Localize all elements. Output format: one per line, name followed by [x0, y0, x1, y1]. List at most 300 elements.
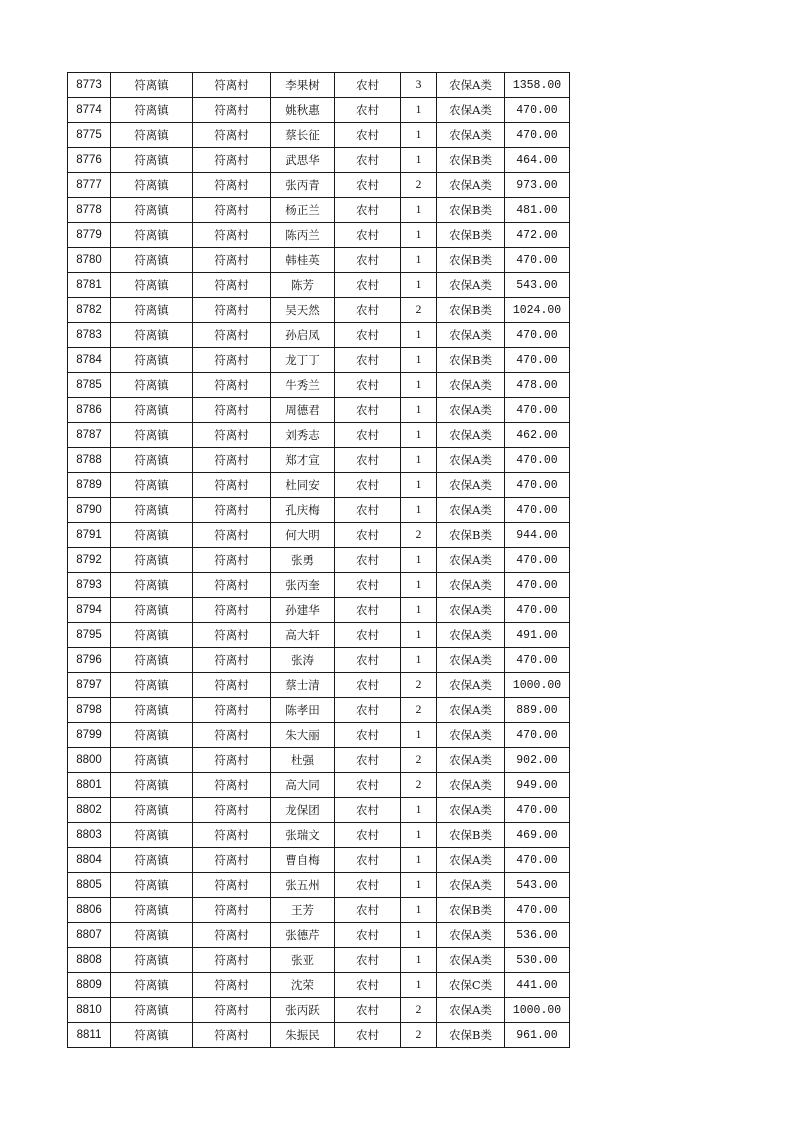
- name-cell: 孔庆梅: [271, 498, 335, 523]
- household-count-cell: 1: [401, 923, 437, 948]
- row-number: 8807: [68, 923, 111, 948]
- row-number: 8788: [68, 448, 111, 473]
- insurance-type-cell: 农保A类: [437, 323, 505, 348]
- insurance-type-cell: 农保A类: [437, 673, 505, 698]
- amount-cell: 1000.00: [505, 673, 570, 698]
- insurance-type-cell: 农保A类: [437, 548, 505, 573]
- village-cell: 符离村: [193, 498, 271, 523]
- table-row: [68, 798, 570, 823]
- amount-cell: 481.00: [505, 198, 570, 223]
- household-count-cell: 2: [401, 748, 437, 773]
- insurance-type-cell: 农保A类: [437, 923, 505, 948]
- household-count-cell: 1: [401, 873, 437, 898]
- town-cell: 符离镇: [111, 598, 193, 623]
- amount-cell: 961.00: [505, 1023, 570, 1048]
- village-cell: 符离村: [193, 223, 271, 248]
- insurance-type-cell: 农保A类: [437, 998, 505, 1023]
- row-number: 8786: [68, 398, 111, 423]
- row-number: 8782: [68, 298, 111, 323]
- amount-cell: 944.00: [505, 523, 570, 548]
- town-cell: 符离镇: [111, 323, 193, 348]
- table-row: [68, 98, 570, 123]
- row-number: 8784: [68, 348, 111, 373]
- table-row: [68, 223, 570, 248]
- name-cell: 王芳: [271, 898, 335, 923]
- name-cell: 武思华: [271, 148, 335, 173]
- name-cell: 蔡士清: [271, 673, 335, 698]
- amount-cell: 543.00: [505, 273, 570, 298]
- name-cell: 张五州: [271, 873, 335, 898]
- table-row: [68, 748, 570, 773]
- town-cell: 符离镇: [111, 648, 193, 673]
- amount-cell: 470.00: [505, 323, 570, 348]
- name-cell: 何大明: [271, 523, 335, 548]
- row-number: 8800: [68, 748, 111, 773]
- household-count-cell: 1: [401, 273, 437, 298]
- name-cell: 曹自梅: [271, 848, 335, 873]
- household-count-cell: 1: [401, 648, 437, 673]
- name-cell: 刘秀志: [271, 423, 335, 448]
- table-row: [68, 623, 570, 648]
- household-count-cell: 2: [401, 1023, 437, 1048]
- name-cell: 周德君: [271, 398, 335, 423]
- household-count-cell: 3: [401, 73, 437, 98]
- village-cell: 符离村: [193, 373, 271, 398]
- area-cell: 农村: [335, 448, 401, 473]
- insurance-type-cell: 农保A类: [437, 423, 505, 448]
- table-row: [68, 573, 570, 598]
- table-row: [68, 123, 570, 148]
- village-cell: 符离村: [193, 723, 271, 748]
- table-row: [68, 423, 570, 448]
- village-cell: 符离村: [193, 598, 271, 623]
- household-count-cell: 1: [401, 898, 437, 923]
- amount-cell: 470.00: [505, 548, 570, 573]
- village-cell: 符离村: [193, 248, 271, 273]
- row-number: 8779: [68, 223, 111, 248]
- village-cell: 符离村: [193, 323, 271, 348]
- town-cell: 符离镇: [111, 623, 193, 648]
- table-row: [68, 248, 570, 273]
- name-cell: 龙丁丁: [271, 348, 335, 373]
- amount-cell: 470.00: [505, 723, 570, 748]
- town-cell: 符离镇: [111, 1023, 193, 1048]
- records-table: [67, 72, 570, 1048]
- table-row: [68, 698, 570, 723]
- household-count-cell: 1: [401, 723, 437, 748]
- insurance-type-cell: 农保A类: [437, 373, 505, 398]
- insurance-type-cell: 农保B类: [437, 823, 505, 848]
- name-cell: 张瑞文: [271, 823, 335, 848]
- area-cell: 农村: [335, 773, 401, 798]
- town-cell: 符离镇: [111, 198, 193, 223]
- town-cell: 符离镇: [111, 173, 193, 198]
- household-count-cell: 1: [401, 373, 437, 398]
- town-cell: 符离镇: [111, 923, 193, 948]
- household-count-cell: 2: [401, 998, 437, 1023]
- village-cell: 符离村: [193, 273, 271, 298]
- insurance-type-cell: 农保B类: [437, 148, 505, 173]
- name-cell: 张丙跃: [271, 998, 335, 1023]
- insurance-type-cell: 农保A类: [437, 573, 505, 598]
- area-cell: 农村: [335, 73, 401, 98]
- area-cell: 农村: [335, 923, 401, 948]
- village-cell: 符离村: [193, 423, 271, 448]
- row-number: 8795: [68, 623, 111, 648]
- amount-cell: 470.00: [505, 248, 570, 273]
- town-cell: 符离镇: [111, 873, 193, 898]
- table-row: [68, 173, 570, 198]
- town-cell: 符离镇: [111, 723, 193, 748]
- area-cell: 农村: [335, 973, 401, 998]
- name-cell: 龙保团: [271, 798, 335, 823]
- name-cell: 杜强: [271, 748, 335, 773]
- row-number: 8785: [68, 373, 111, 398]
- town-cell: 符离镇: [111, 573, 193, 598]
- insurance-type-cell: 农保B类: [437, 223, 505, 248]
- town-cell: 符离镇: [111, 898, 193, 923]
- name-cell: 孙启凤: [271, 323, 335, 348]
- insurance-type-cell: 农保A类: [437, 873, 505, 898]
- household-count-cell: 1: [401, 198, 437, 223]
- amount-cell: 902.00: [505, 748, 570, 773]
- amount-cell: 536.00: [505, 923, 570, 948]
- insurance-type-cell: 农保B类: [437, 898, 505, 923]
- table-row: [68, 473, 570, 498]
- row-number: 8773: [68, 73, 111, 98]
- village-cell: 符离村: [193, 673, 271, 698]
- insurance-type-cell: 农保A类: [437, 723, 505, 748]
- household-count-cell: 1: [401, 398, 437, 423]
- insurance-type-cell: 农保A类: [437, 773, 505, 798]
- household-count-cell: 2: [401, 673, 437, 698]
- insurance-type-cell: 农保A类: [437, 698, 505, 723]
- row-number: 8794: [68, 598, 111, 623]
- amount-cell: 1358.00: [505, 73, 570, 98]
- amount-cell: 470.00: [505, 448, 570, 473]
- name-cell: 张亚: [271, 948, 335, 973]
- household-count-cell: 1: [401, 98, 437, 123]
- table-row: [68, 923, 570, 948]
- row-number: 8777: [68, 173, 111, 198]
- name-cell: 李果树: [271, 73, 335, 98]
- insurance-type-cell: 农保A类: [437, 73, 505, 98]
- name-cell: 牛秀兰: [271, 373, 335, 398]
- row-number: 8806: [68, 898, 111, 923]
- row-number: 8787: [68, 423, 111, 448]
- household-count-cell: 1: [401, 598, 437, 623]
- name-cell: 高大同: [271, 773, 335, 798]
- town-cell: 符离镇: [111, 798, 193, 823]
- area-cell: 农村: [335, 248, 401, 273]
- amount-cell: 470.00: [505, 648, 570, 673]
- area-cell: 农村: [335, 348, 401, 373]
- amount-cell: 470.00: [505, 598, 570, 623]
- table-row: [68, 598, 570, 623]
- village-cell: 符离村: [193, 123, 271, 148]
- town-cell: 符离镇: [111, 348, 193, 373]
- row-number: 8775: [68, 123, 111, 148]
- town-cell: 符离镇: [111, 223, 193, 248]
- household-count-cell: 1: [401, 148, 437, 173]
- amount-cell: 470.00: [505, 573, 570, 598]
- village-cell: 符离村: [193, 773, 271, 798]
- insurance-type-cell: 农保A类: [437, 273, 505, 298]
- amount-cell: 462.00: [505, 423, 570, 448]
- town-cell: 符离镇: [111, 73, 193, 98]
- village-cell: 符离村: [193, 748, 271, 773]
- insurance-type-cell: 农保A类: [437, 798, 505, 823]
- amount-cell: 470.00: [505, 123, 570, 148]
- table-row: [68, 148, 570, 173]
- insurance-type-cell: 农保A类: [437, 748, 505, 773]
- area-cell: 农村: [335, 1023, 401, 1048]
- name-cell: 朱振民: [271, 1023, 335, 1048]
- village-cell: 符离村: [193, 98, 271, 123]
- town-cell: 符离镇: [111, 473, 193, 498]
- area-cell: 农村: [335, 398, 401, 423]
- area-cell: 农村: [335, 123, 401, 148]
- name-cell: 韩桂英: [271, 248, 335, 273]
- row-number: 8803: [68, 823, 111, 848]
- area-cell: 农村: [335, 473, 401, 498]
- village-cell: 符离村: [193, 923, 271, 948]
- village-cell: 符离村: [193, 198, 271, 223]
- area-cell: 农村: [335, 423, 401, 448]
- insurance-type-cell: 农保A类: [437, 623, 505, 648]
- area-cell: 农村: [335, 148, 401, 173]
- name-cell: 杜同安: [271, 473, 335, 498]
- row-number: 8790: [68, 498, 111, 523]
- area-cell: 农村: [335, 573, 401, 598]
- area-cell: 农村: [335, 873, 401, 898]
- area-cell: 农村: [335, 823, 401, 848]
- table-row: [68, 948, 570, 973]
- table-row: [68, 848, 570, 873]
- row-number: 8796: [68, 648, 111, 673]
- village-cell: 符离村: [193, 348, 271, 373]
- name-cell: 张德芹: [271, 923, 335, 948]
- area-cell: 农村: [335, 673, 401, 698]
- row-number: 8802: [68, 798, 111, 823]
- area-cell: 农村: [335, 498, 401, 523]
- amount-cell: 470.00: [505, 798, 570, 823]
- village-cell: 符离村: [193, 823, 271, 848]
- name-cell: 孙建华: [271, 598, 335, 623]
- row-number: 8804: [68, 848, 111, 873]
- row-number: 8799: [68, 723, 111, 748]
- table-row: [68, 323, 570, 348]
- area-cell: 农村: [335, 173, 401, 198]
- area-cell: 农村: [335, 98, 401, 123]
- insurance-type-cell: 农保B类: [437, 1023, 505, 1048]
- amount-cell: 1000.00: [505, 998, 570, 1023]
- area-cell: 农村: [335, 948, 401, 973]
- amount-cell: 472.00: [505, 223, 570, 248]
- village-cell: 符离村: [193, 623, 271, 648]
- amount-cell: 470.00: [505, 898, 570, 923]
- area-cell: 农村: [335, 648, 401, 673]
- table-row: [68, 498, 570, 523]
- household-count-cell: 1: [401, 623, 437, 648]
- village-cell: 符离村: [193, 548, 271, 573]
- household-count-cell: 1: [401, 323, 437, 348]
- village-cell: 符离村: [193, 698, 271, 723]
- village-cell: 符离村: [193, 998, 271, 1023]
- household-count-cell: 1: [401, 248, 437, 273]
- table-row: [68, 773, 570, 798]
- village-cell: 符离村: [193, 973, 271, 998]
- town-cell: 符离镇: [111, 998, 193, 1023]
- town-cell: 符离镇: [111, 848, 193, 873]
- insurance-type-cell: 农保A类: [437, 98, 505, 123]
- insurance-type-cell: 农保B类: [437, 198, 505, 223]
- area-cell: 农村: [335, 798, 401, 823]
- amount-cell: 470.00: [505, 348, 570, 373]
- town-cell: 符离镇: [111, 698, 193, 723]
- records-body: [68, 73, 570, 1048]
- table-row: [68, 298, 570, 323]
- row-number: 8780: [68, 248, 111, 273]
- household-count-cell: 1: [401, 423, 437, 448]
- household-count-cell: 1: [401, 348, 437, 373]
- town-cell: 符离镇: [111, 373, 193, 398]
- amount-cell: 973.00: [505, 173, 570, 198]
- row-number: 8793: [68, 573, 111, 598]
- town-cell: 符离镇: [111, 973, 193, 998]
- amount-cell: 543.00: [505, 873, 570, 898]
- amount-cell: 949.00: [505, 773, 570, 798]
- household-count-cell: 2: [401, 773, 437, 798]
- name-cell: 张丙奎: [271, 573, 335, 598]
- village-cell: 符离村: [193, 573, 271, 598]
- amount-cell: 889.00: [505, 698, 570, 723]
- town-cell: 符离镇: [111, 148, 193, 173]
- household-count-cell: 1: [401, 548, 437, 573]
- insurance-type-cell: 农保A类: [437, 473, 505, 498]
- amount-cell: 478.00: [505, 373, 570, 398]
- table-row: [68, 448, 570, 473]
- table-row: [68, 648, 570, 673]
- amount-cell: 470.00: [505, 398, 570, 423]
- name-cell: 郑才宣: [271, 448, 335, 473]
- table-row: [68, 548, 570, 573]
- village-cell: 符离村: [193, 473, 271, 498]
- household-count-cell: 1: [401, 448, 437, 473]
- table-row: [68, 723, 570, 748]
- village-cell: 符离村: [193, 523, 271, 548]
- town-cell: 符离镇: [111, 448, 193, 473]
- row-number: 8808: [68, 948, 111, 973]
- insurance-type-cell: 农保A类: [437, 848, 505, 873]
- row-number: 8805: [68, 873, 111, 898]
- insurance-type-cell: 农保A类: [437, 598, 505, 623]
- household-count-cell: 2: [401, 173, 437, 198]
- area-cell: 农村: [335, 898, 401, 923]
- household-count-cell: 1: [401, 973, 437, 998]
- table-row: [68, 973, 570, 998]
- insurance-type-cell: 农保A类: [437, 448, 505, 473]
- household-count-cell: 2: [401, 698, 437, 723]
- insurance-type-cell: 农保A类: [437, 173, 505, 198]
- amount-cell: 470.00: [505, 498, 570, 523]
- town-cell: 符离镇: [111, 748, 193, 773]
- row-number: 8809: [68, 973, 111, 998]
- insurance-type-cell: 农保A类: [437, 498, 505, 523]
- row-number: 8791: [68, 523, 111, 548]
- household-count-cell: 2: [401, 523, 437, 548]
- name-cell: 沈荣: [271, 973, 335, 998]
- area-cell: 农村: [335, 623, 401, 648]
- insurance-type-cell: 农保B类: [437, 348, 505, 373]
- row-number: 8811: [68, 1023, 111, 1048]
- amount-cell: 470.00: [505, 98, 570, 123]
- area-cell: 农村: [335, 998, 401, 1023]
- town-cell: 符离镇: [111, 298, 193, 323]
- amount-cell: 530.00: [505, 948, 570, 973]
- village-cell: 符离村: [193, 873, 271, 898]
- town-cell: 符离镇: [111, 98, 193, 123]
- name-cell: 杨正兰: [271, 198, 335, 223]
- village-cell: 符离村: [193, 448, 271, 473]
- town-cell: 符离镇: [111, 548, 193, 573]
- table-row: [68, 1023, 570, 1048]
- table-row: [68, 898, 570, 923]
- town-cell: 符离镇: [111, 498, 193, 523]
- insurance-type-cell: 农保B类: [437, 248, 505, 273]
- town-cell: 符离镇: [111, 398, 193, 423]
- insurance-type-cell: 农保A类: [437, 948, 505, 973]
- village-cell: 符离村: [193, 898, 271, 923]
- area-cell: 农村: [335, 848, 401, 873]
- table-row: [68, 373, 570, 398]
- area-cell: 农村: [335, 723, 401, 748]
- table-row: [68, 198, 570, 223]
- name-cell: 陈孝田: [271, 698, 335, 723]
- area-cell: 农村: [335, 548, 401, 573]
- village-cell: 符离村: [193, 948, 271, 973]
- village-cell: 符离村: [193, 298, 271, 323]
- row-number: 8781: [68, 273, 111, 298]
- insurance-type-cell: 农保B类: [437, 523, 505, 548]
- insurance-type-cell: 农保A类: [437, 648, 505, 673]
- name-cell: 陈丙兰: [271, 223, 335, 248]
- insurance-type-cell: 农保C类: [437, 973, 505, 998]
- town-cell: 符离镇: [111, 248, 193, 273]
- village-cell: 符离村: [193, 798, 271, 823]
- household-count-cell: 1: [401, 123, 437, 148]
- row-number: 8778: [68, 198, 111, 223]
- table-row: [68, 873, 570, 898]
- village-cell: 符离村: [193, 1023, 271, 1048]
- town-cell: 符离镇: [111, 948, 193, 973]
- household-count-cell: 1: [401, 948, 437, 973]
- household-count-cell: 1: [401, 573, 437, 598]
- table-row: [68, 998, 570, 1023]
- town-cell: 符离镇: [111, 773, 193, 798]
- row-number: 8792: [68, 548, 111, 573]
- household-count-cell: 1: [401, 848, 437, 873]
- amount-cell: 1024.00: [505, 298, 570, 323]
- amount-cell: 470.00: [505, 473, 570, 498]
- name-cell: 张勇: [271, 548, 335, 573]
- area-cell: 农村: [335, 323, 401, 348]
- row-number: 8776: [68, 148, 111, 173]
- household-count-cell: 1: [401, 223, 437, 248]
- village-cell: 符离村: [193, 173, 271, 198]
- row-number: 8789: [68, 473, 111, 498]
- household-count-cell: 1: [401, 498, 437, 523]
